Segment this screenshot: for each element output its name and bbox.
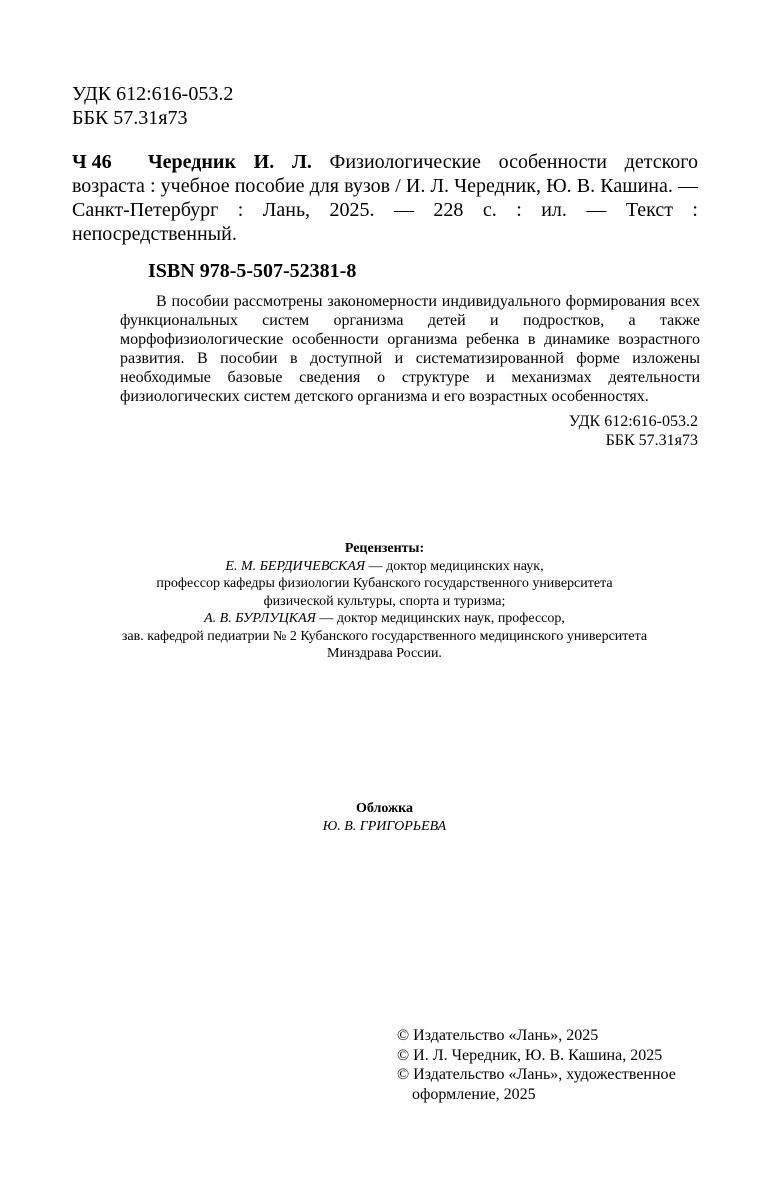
isbn: ISBN 978-5-507-52381-8 <box>148 260 357 282</box>
entry-author: Чередник И. Л. <box>148 151 312 173</box>
top-classification-codes <box>72 82 233 130</box>
reviewer-2-institution: Минздрава России. <box>327 646 442 661</box>
reviewer-1-position: профессор кафедры физиологии Кубанского государственного университета <box>156 576 613 591</box>
top-udk-code: УДК 612:616-053.2 <box>72 83 234 105</box>
copyright-publisher: © Издательство «Лань», 2025 <box>397 1027 599 1044</box>
reviewer-1-degree: — доктор медицинских наук, <box>365 558 544 574</box>
copyright-authors: © И. Л. Чередник, Ю. В. Кашина, 2025 <box>397 1046 663 1064</box>
bibliographic-entry <box>72 150 698 246</box>
bottom-bbk-code: ББК 57.31я73 <box>605 432 698 449</box>
reviewers-heading: Рецензенты: <box>344 541 425 556</box>
entry-description: Физиологические особенности детского возраста : учебное пособие для вузов / И. Л. Чередник, Ю. В. Кашина. — Санкт-Петербург : Лань, 2025. — 228 с. : ил. — Текст : непосредственный. <box>72 151 698 245</box>
copyright-block <box>397 1026 676 1104</box>
reviewer-2 <box>0 610 769 628</box>
top-bbk-code: ББК 57.31я73 <box>72 107 188 129</box>
reviewer-1 <box>0 558 769 576</box>
copyright-design: © Издательство «Лань», художественное <box>397 1066 676 1083</box>
reviewer-2-position: зав. кафедрой педиатрии № 2 Кубанского государственного медицинского университета <box>121 628 648 644</box>
cover-designer: Ю. В. ГРИГОРЬЕВА <box>322 819 447 834</box>
cover-credit <box>0 800 769 836</box>
reviewer-2-name: А. В. БУРЛУЦКАЯ <box>204 611 316 626</box>
cover-heading: Обложка <box>355 801 414 816</box>
reviewer-1-name: Е. М. БЕРДИЧЕВСКАЯ <box>225 558 366 574</box>
reviewer-1-institution: физической культуры, спорта и туризма; <box>263 593 506 609</box>
bottom-udk-code: УДК 612:616-053.2 <box>568 413 698 430</box>
abstract-text: В пособии рассмотрены закономерности индивидуального формирования всех функциональных систем организма детей и подростков, а также морфофизиологические особенности организма ребенка в динамике возрастного развития. В пособии в доступной и систематизированной форме изложены необходимые базовые сведения о структуре и механизмах деятельности физиологических систем детского организма и его возрастных особенностях. <box>120 293 700 405</box>
reviewers-block <box>0 540 769 663</box>
bottom-classification-codes <box>569 412 698 450</box>
author-mark: Ч 46 <box>72 151 112 173</box>
copyright-design-continued: оформление, 2025 <box>412 1085 536 1103</box>
reviewer-2-degree: — доктор медицинских наук, профессор, <box>315 611 565 626</box>
